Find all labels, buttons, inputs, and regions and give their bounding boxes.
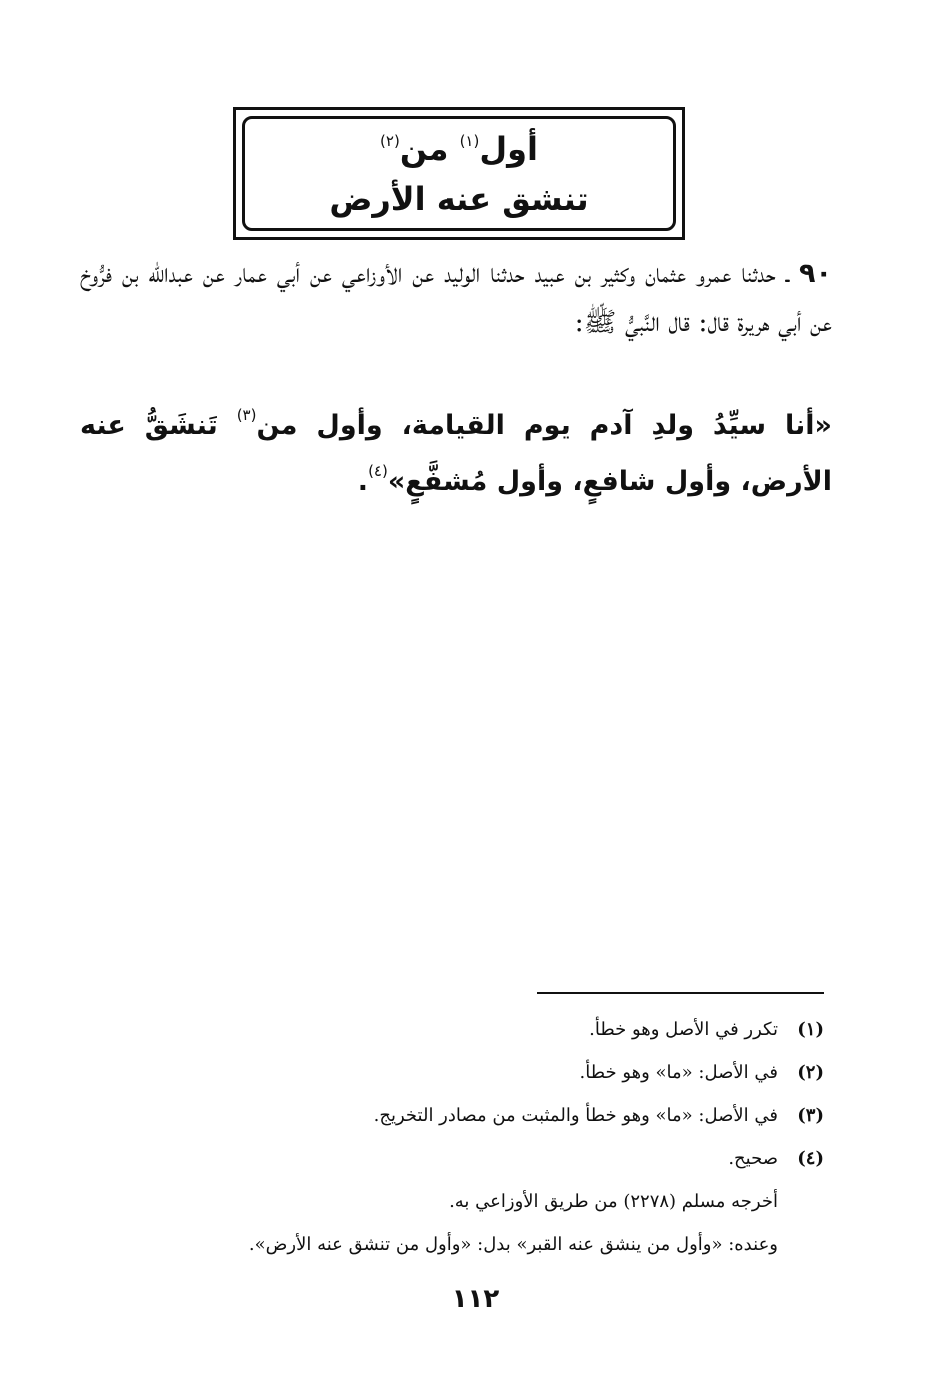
chapter-title-line-2: تنشق عنه الأرض (329, 179, 589, 218)
chapter-title-inner-frame (242, 116, 676, 231)
chapter-title-frame (233, 107, 685, 240)
hadith-matn-text-a: «أنا سيِّدُ ولدِ آدم يوم القيامة، وأول من (256, 410, 832, 441)
footnote-1 (80, 1008, 824, 1051)
matn-footnote-ref-4[interactable]: (٤) (368, 462, 388, 480)
hadith-isnad-text: ـ حدثنا عمرو عثمان وكثير بن عبيد حدثنا الوليد عن الأوزاعي عن أبي عمار عن عبدالله بن فرُّوخ عن أبي هريرة قال: قال النَّبيُّ ﷺ: (80, 258, 832, 338)
footnote-text: في الأصل: «ما» وهو خطأ. (579, 1062, 778, 1083)
title-footnote-ref-1[interactable]: (١) (459, 131, 480, 150)
footnotes-section (80, 1008, 824, 1266)
footnote-text: تكرر في الأصل وهو خطأ. (589, 1019, 778, 1040)
title-word-first: أول (479, 129, 538, 168)
footnote-marker: (١) (797, 1019, 824, 1040)
chapter-title-line-1 (380, 127, 538, 171)
footnote-4-source: أخرجه مسلم (٢٢٧٨) من طريق الأوزاعي به. (449, 1191, 778, 1212)
footnote-marker: (٤) (797, 1148, 824, 1169)
hadith-matn-text-b: تَنشَقُّ عنه الأرض، وأول شافعٍ، وأول مُشفَّعٍ» (80, 410, 832, 497)
footnote-marker: (٢) (797, 1062, 824, 1083)
matn-footnote-ref-3[interactable]: (٣) (236, 406, 257, 424)
hadith-number: ٩٠ (799, 258, 832, 289)
footnote-4-variant: وعنده: «وأول من ينشق عنه القبر» بدل: «وأول من تنشق عنه الأرض». (248, 1234, 778, 1255)
footnote-text: صحيح. (728, 1148, 778, 1169)
footnote-marker: (٣) (797, 1105, 824, 1126)
hadith-isnad-paragraph (80, 249, 832, 347)
footnote-4 (80, 1137, 824, 1180)
hadith-matn-paragraph (80, 398, 832, 510)
footnote-2 (80, 1051, 824, 1094)
title-footnote-ref-2[interactable]: (٢) (380, 131, 400, 150)
title-word-from: من (399, 129, 449, 168)
hadith-matn-period: . (357, 466, 369, 497)
footnote-divider (537, 992, 824, 994)
footnote-text: في الأصل: «ما» وهو خطأ والمثبت من مصادر التخريج. (373, 1105, 778, 1126)
page-number: ١١٢ (451, 1284, 500, 1314)
footnote-3 (80, 1094, 824, 1137)
